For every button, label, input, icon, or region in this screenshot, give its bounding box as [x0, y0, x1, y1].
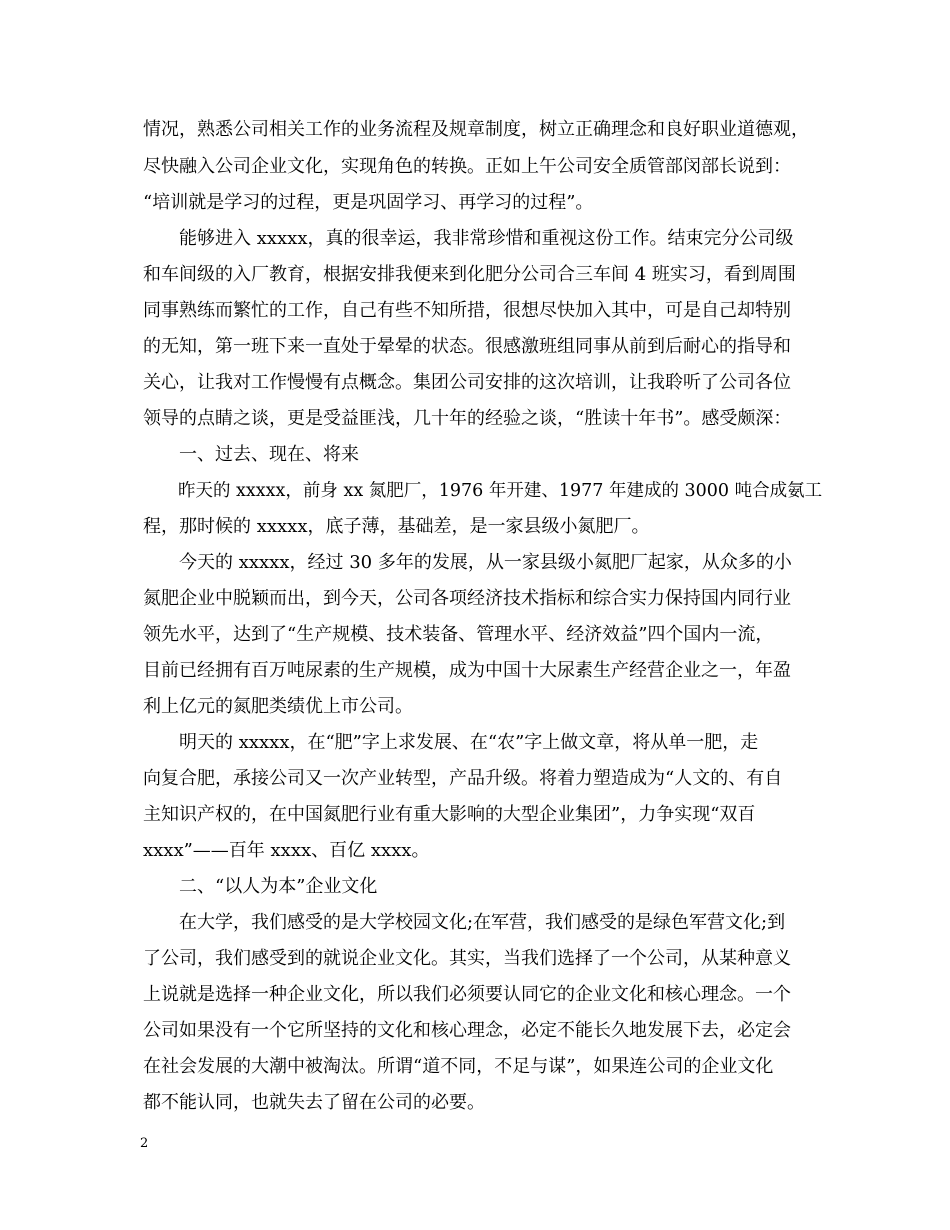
text-line: 今天的 xxxxx，经过 30 多年的发展，从一家县级小氮肥厂起家，从众多的小: [143, 552, 792, 573]
text-line: xxxx”——百年 xxxx、百亿 xxxx。: [143, 840, 430, 861]
text-line: 能够进入 xxxxx，真的很幸运，我非常珍惜和重视这份工作。结束完分公司级: [143, 228, 794, 249]
text-line: 利上亿元的氮肥类绩优上市公司。: [143, 696, 413, 717]
text-line: 的无知，第一班下来一直处于晕晕的状态。很感激班组同事从前到后耐心的指导和: [143, 336, 791, 357]
text-line: 目前已经拥有百万吨尿素的生产规模，成为中国十大尿素生产经营企业之一，年盈: [143, 660, 791, 681]
text-line: 向复合肥，承接公司又一次产业转型，产品升级。将着力塑造成为“人文的、有自: [143, 768, 783, 789]
section-heading: 一、过去、现在、将来: [143, 444, 359, 465]
text-line: 上说就是选择一种企业文化，所以我们必须要认同它的企业文化和核心理念。一个: [143, 984, 791, 1005]
text-line: 公司如果没有一个它所坚持的文化和核心理念，必定不能长久地发展下去，必定会: [143, 1020, 791, 1041]
text-line: 在社会发展的大潮中被淘汰。所谓“道不同，不足与谋”，如果连公司的企业文化: [143, 1056, 774, 1077]
text-line: 主知识产权的，在中国氮肥行业有重大影响的大型企业集团”，力争实现“双百: [143, 804, 756, 825]
text-line: 尽快融入公司企业文化，实现角色的转换。正如上午公司安全质管部闵部长说到：: [143, 156, 791, 177]
text-line: 都不能认同，也就失去了留在公司的必要。: [143, 1092, 485, 1113]
text-line: 了公司，我们感受到的就说企业文化。其实，当我们选择了一个公司，从某种意义: [143, 948, 791, 969]
section-heading: 二、“以人为本”企业文化: [143, 876, 378, 897]
text-line: 程，那时候的 xxxxx，底子薄，基础差，是一家县级小氮肥厂。: [143, 516, 650, 537]
text-line: 领导的点睛之谈，更是受益匪浅，几十年的经验之谈，“胜读十年书”。感受颇深：: [143, 408, 792, 429]
text-line: 同事熟练而繁忙的工作，自己有些不知所措，很想尽快加入其中，可是自己却特别: [143, 300, 791, 321]
text-line: 氮肥企业中脱颖而出，到今天，公司各项经济技术指标和综合实力保持国内同行业: [143, 588, 791, 609]
text-line: 领先水平，达到了“生产规模、技术装备、管理水平、经济效益”四个国内一流，: [143, 624, 774, 645]
text-line: 昨天的 xxxxx，前身 xx 氮肥厂，1976 年开建、1977 年建成的 3000 吨合成氨工: [143, 481, 823, 501]
text-line: 情况，熟悉公司相关工作的业务流程及规章制度，树立正确理念和良好职业道德观，: [143, 119, 809, 140]
text-line: “培训就是学习的过程，更是巩固学习、再学习的过程”。: [143, 192, 594, 213]
text-line: 关心，让我对工作慢慢有点概念。集团公司安排的这次培训，让我聆听了公司各位: [143, 372, 791, 393]
text-line: 在大学，我们感受的是大学校园文化;在军营，我们感受的是绿色军营文化;到: [143, 912, 786, 933]
text-line: 明天的 xxxxx，在“肥”字上求发展、在“农”字上做文章，将从单一肥，走: [143, 732, 759, 753]
text-line: 和车间级的入厂教育，根据安排我便来到化肥分公司合三车间 4 班实习，看到周围: [143, 264, 796, 285]
page-number: 2: [140, 1136, 149, 1151]
